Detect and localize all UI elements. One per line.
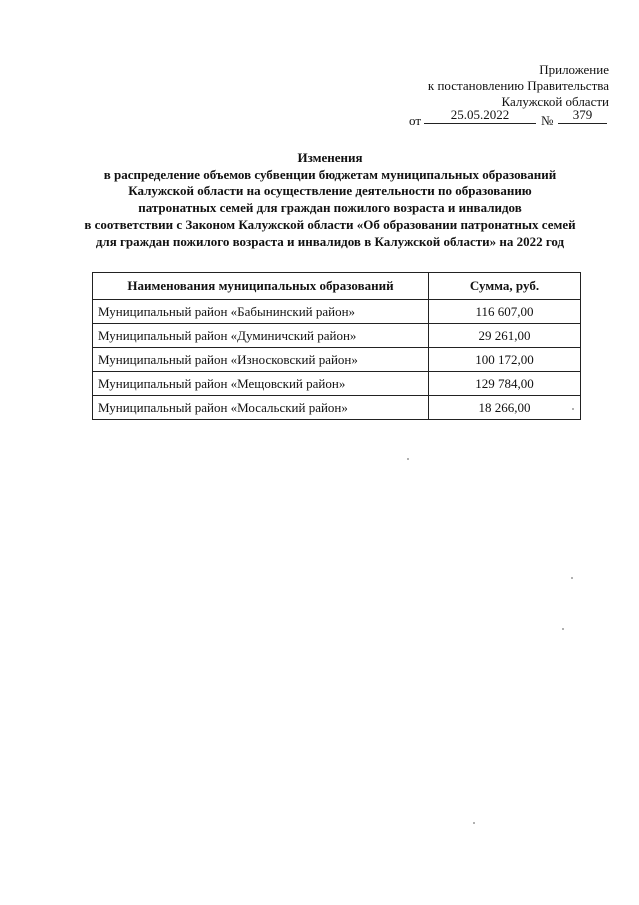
table-header-row [93, 273, 581, 300]
header-amount: Сумма, руб. [429, 273, 581, 300]
amount-value: 129 784,00 [429, 372, 581, 396]
municipality-name: Муниципальный район «Бабынинский район» [93, 300, 429, 324]
heading-line: для граждан пожилого возраста и инвалидов в Калужской области» на 2022 год [95, 233, 565, 249]
resolution-date-number [409, 109, 609, 127]
table-row [93, 324, 581, 348]
amount-value: 29 261,00 [429, 324, 581, 348]
heading-line: в распределение объемов субвенции бюджетам муниципальных образований [103, 166, 557, 182]
municipality-name: Муниципальный район «Износковский район» [93, 348, 429, 372]
amount-value: 116 607,00 [429, 300, 581, 324]
appendix-resolution-ref: к постановлению Правительства [427, 78, 609, 93]
number-prefix: № [541, 113, 554, 128]
date-prefix: от [409, 113, 422, 128]
scan-speck [572, 408, 574, 410]
table-row [93, 372, 581, 396]
appendix-block [428, 62, 609, 110]
table-row [93, 348, 581, 372]
heading-line: в соответствии с Законом Калужской области «Об образовании патронатных семей [84, 216, 576, 232]
municipality-name: Муниципальный район «Мещовский район» [93, 372, 429, 396]
scan-speck [571, 577, 573, 579]
amount-value: 100 172,00 [429, 348, 581, 372]
resolution-date: 25.05.2022 [424, 109, 536, 124]
appendix-title: Приложение [539, 62, 609, 77]
document-heading [40, 150, 620, 250]
header-municipality: Наименования муниципальных образований [93, 273, 429, 300]
municipality-name: Муниципальный район «Мосальский район» [93, 396, 429, 420]
resolution-number: 379 [558, 109, 607, 124]
heading-line: Калужской области на осуществление деятельности по образованию [128, 183, 532, 199]
appendix-region: Калужской области [501, 94, 609, 109]
heading-line: патронатных семей для граждан пожилого возраста и инвалидов [138, 200, 522, 216]
scan-speck [562, 628, 564, 630]
amount-value: 18 266,00 [429, 396, 581, 420]
heading-title: Изменения [297, 150, 363, 165]
scan-speck [473, 822, 475, 824]
municipality-name: Муниципальный район «Думиничский район» [93, 324, 429, 348]
subvention-table [92, 272, 581, 420]
table-row [93, 300, 581, 324]
scan-speck [407, 458, 409, 460]
table-row [93, 396, 581, 420]
